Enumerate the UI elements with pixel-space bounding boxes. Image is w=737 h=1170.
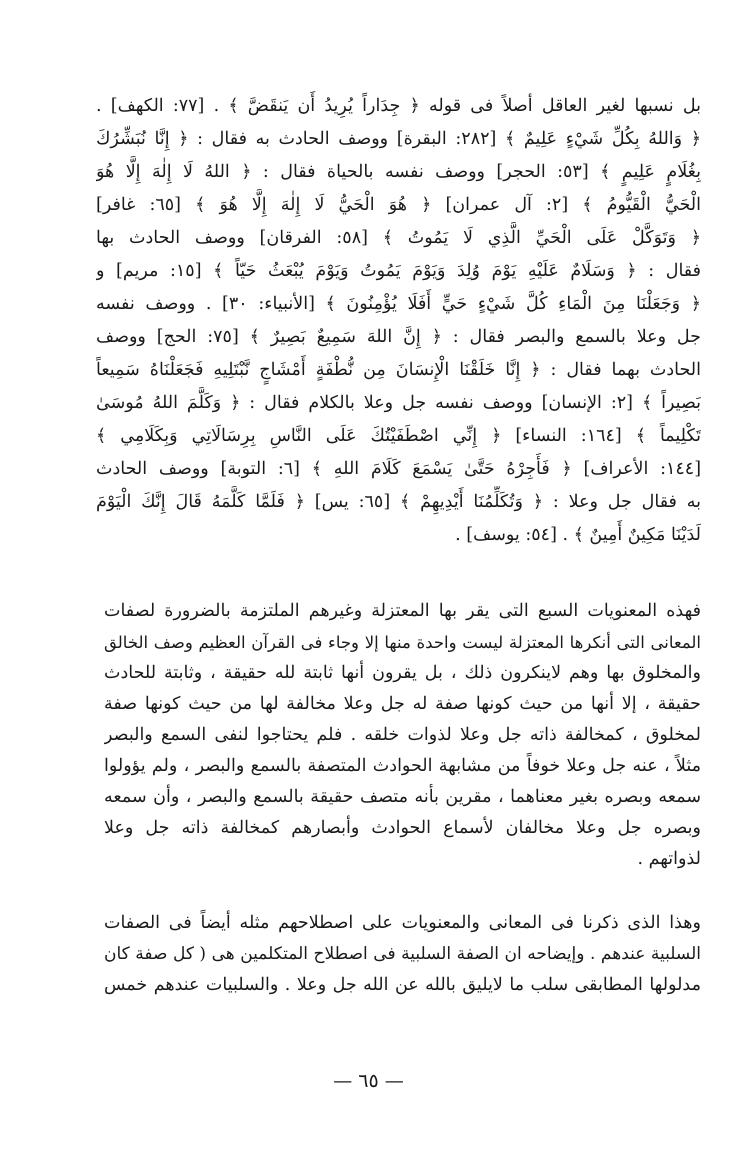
text-line: وبصره جل وعلا مخالفان لأسماع الحوادث وأبصارهم كمخالفة ذاته جل وعلا — [104, 818, 701, 838]
text-line: بَصِيراً ﴾ [٢: الإنسان] ووصف نفسه جل وعلا بالكلام فقال : ﴿ وَكَلَّمَ اللهُ مُوسَىٰ — [96, 393, 701, 413]
text-line: سمعه وبصره بغير معناهما ، مقرين بأنه متصف حقيقة بالسمع والبصر ، وأن سمعه — [104, 787, 701, 807]
text-line: والمخلوق بها وهم لاينكرون ذلك ، بل يقرون أنها ثابتة لله حقيقة ، وثابتة للحادث — [104, 663, 701, 683]
text-line: لمخلوق ، كمخالفة ذاته جل وعلا لذوات خلقه . فلم يحتاجوا لنفى السمع والبصر — [104, 725, 701, 745]
text-line: مثلاً ، عنه جل وعلا خوفاً من مشابهة الحوادث المتصفة بالسمع والبصر ، ولم يؤولوا — [104, 756, 701, 776]
quran-quotes-paragraph — [96, 90, 701, 552]
text-line: فهذه المعنويات السبع التى يقر بها المعتزلة وغيرهم الملتزمة بالضرورة لصفات — [104, 601, 701, 621]
text-line: تَكْلِيماً ﴾ [١٦٤: النساء] ﴿ إِنِّي اصْطَفَيْتُكَ عَلَى النَّاسِ بِرِسَالَاتِي وَبِكَلَامِي ﴾ — [96, 426, 701, 446]
body-paragraph-2 — [104, 908, 701, 1001]
text-line: السلبية عندهم . وإيضاحه ان الصفة السلبية فى اصطلاح المتكلمين هى ( كل صفة كان — [104, 944, 701, 964]
text-line: الحادث بهما فقال : ﴿ إِنَّا خَلَقْنَا الْإِنسَانَ مِن نُّطْفَةٍ أَمْشَاجٍ نَّبْتَلِيهِ فَجَعَلْنَاهُ سَمِيعاً — [96, 360, 701, 380]
text-line: حقيقة ، إلا أنها من حيث كونها صفة له جل وعلا مخالفة لها من حيث كونها صفة — [104, 694, 701, 714]
text-line: به فقال جل وعلا : ﴿ وَتُكَلِّمُنَا أَيْدِيهِمْ ﴾ [٦٥: يس] ﴿ فَلَمَّا كَلَّمَهُ قَالَ إِنَّكَ الْيَوْمَ — [96, 492, 701, 512]
page-number: — ٦٥ — — [333, 1070, 404, 1092]
text-line: فقال : ﴿ وَسَلَامٌ عَلَيْهِ يَوْمَ وُلِدَ وَيَوْمَ يَمُوتُ وَيَوْمَ يُبْعَثُ حَيّاً ﴾ [١٥: مريم] و — [96, 261, 701, 281]
body-paragraph-1 — [104, 596, 701, 875]
text-line: المعانى التى أنكرها المعتزلة ليست واحدة منها إلا وجاء فى القرآن العظيم وصف الخالق — [104, 633, 701, 652]
text-line: ﴿ وَجَعَلْنَا مِنَ الْمَاءِ كُلَّ شَيْءٍ حَيٍّ أَفَلَا يُؤْمِنُونَ ﴾ [الأنبياء: ٣٠] . ووصف نفسه — [96, 294, 701, 314]
text-line: بِغُلَامٍ عَلِيمٍ ﴾ [٥٣: الحجر] ووصف نفسه بالحياة فقال : ﴿ اللهُ لَا إِلٰهَ إِلَّا هُوَ — [96, 162, 701, 182]
text-line: [١٤٤: الأعراف] ﴿ فَأَجِرْهُ حَتَّىٰ يَسْمَعَ كَلَامَ اللهِ ﴾ [٦: التوبة] ووصف الحادث — [96, 459, 701, 479]
text-line: وهذا الذى ذكرنا فى المعانى والمعنويات على اصطلاحهم مثله أيضاً فى الصفات — [104, 913, 701, 933]
text-line: مدلولها المطابقى سلب ما لايليق بالله عن الله جل وعلا . والسلبيات عندهم خمس — [104, 975, 701, 995]
text-line: ﴿ وَاللهُ بِكُلِّ شَيْءٍ عَلِيمٌ ﴾ [٢٨٢: البقرة] ووصف الحادث به فقال : ﴿ إِنَّا نُبَشِّرُكَ — [96, 129, 701, 149]
text-line: ﴿ وَتَوَكَّلْ عَلَى الْحَيِّ الَّذِي لَا يَمُوتُ ﴾ [٥٨: الفرقان] ووصف الحادث بها — [96, 228, 701, 248]
text-line: لذواتهم . — [637, 849, 701, 869]
text-line: الْحَيُّ الْقَيُّومُ ﴾ [٢: آل عمران] ﴿ هُوَ الْحَيُّ لَا إِلٰهَ إِلَّا هُوَ ﴾ [٦٥: غافر] — [96, 195, 701, 215]
text-line: بل نسبها لغير العاقل أصلاً فى قوله ﴿ جِدَاراً يُرِيدُ أَن يَنقَضَّ ﴾ . [٧٧: الكهف] . — [96, 96, 701, 116]
text-line: لَدَيْنَا مَكِينٌ أَمِينٌ ﴾ . [٥٤: يوسف] . — [455, 525, 701, 545]
text-line: جل وعلا بالسمع والبصر فقال : ﴿ إِنَّ اللهَ سَمِيعٌ بَصِيرٌ ﴾ [٧٥: الحج] ووصف — [96, 327, 701, 347]
